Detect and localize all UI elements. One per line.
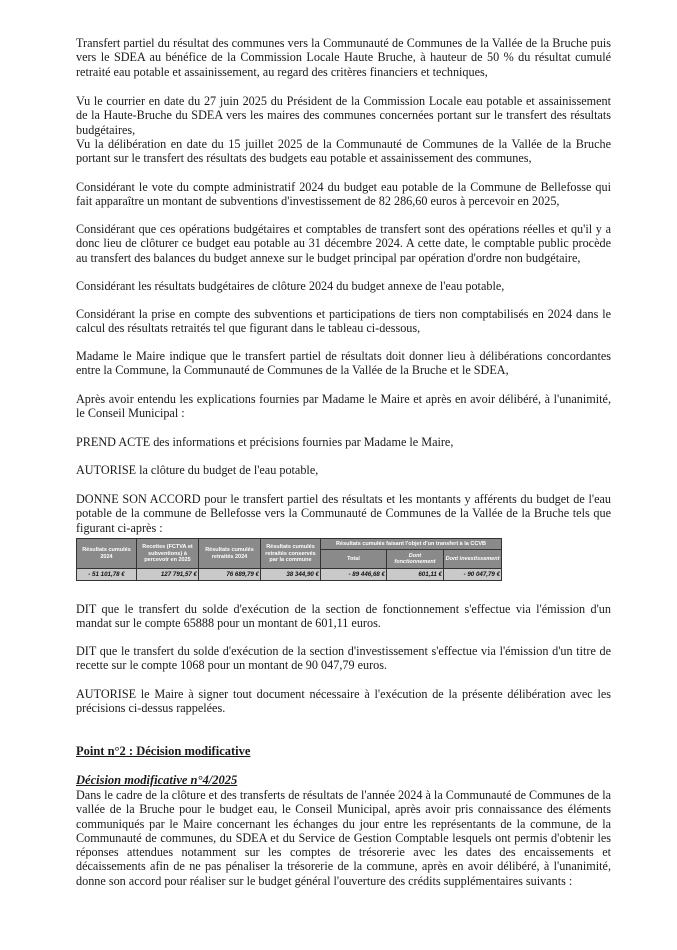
paragraph-considerant-subventions: Considérant la prise en compte des subventions et participations de tiers non comptabilisés en 2024 dans le calcul des résultats retraités tel que figurant dans le tableau ci-dessous, [76,307,611,336]
transfer-results-table [76,538,502,581]
header-resultats-cumules: Résultats cumulés 2024 [77,539,137,569]
header-resultats-retraites: Résultats cumulés retraités 2024 [199,539,261,569]
header-resultats-conserves: Résultats cumulés retraités conservés par la commune [261,539,321,569]
paragraph-donne-son-accord: DONNE SON ACCORD pour le transfert partiel des résultats et les montants y afférents du budget de l'eau potable de la commune de Bellefosse vers la Communauté de Communes de la Vallée de la Bruche tels que figurant ci-après : [76,492,611,535]
cell-total: - 89 446,68 € [321,569,387,581]
paragraph-considerant-resultats: Considérant les résultats budgétaires de clôture 2024 du budget annexe de l'eau potable, [76,279,505,293]
paragraph-dit-fonctionnement: DIT que le transfert du solde d'exécution de la section de fonctionnement s'effectue via l'émission d'un mandat sur le compte 65888 pour un montant de 601,11 euros. [76,602,611,631]
header-total: Total [321,549,387,569]
cell-resultats-cumules: - 51 101,78 € [77,569,137,581]
paragraph-considerant-operations: Considérant que ces opérations budgétaires et comptables de transfert sont des opérations réelles et qu'il y a donc lieu de clôturer ce budget eau potable au 31 décembre 2024. A cette date, le comptable public procède au transfert des balances du budget annexe sur le budget principal par opération d'ordre non budgétaire, [76,222,611,265]
header-recettes-a-percevoir: Recettes (FCTVA et subventions) à percevoir en 2025 [137,539,199,569]
paragraph-vu-deliberation: Vu la délibération en date du 15 juillet 2025 de la Communauté de Communes de la Vallée de la Bruche portant sur le transfert des résultats des budgets eau potable et assainissement des communes, [76,137,611,166]
cell-recettes-a-percevoir: 127 791,57 € [137,569,199,581]
paragraph-dit-investissement: DIT que le transfert du solde d'exécution de la section d'investissement s'effectue via l'émission d'un titre de recette sur le compte 1068 pour un montant de 90 047,79 euros. [76,644,611,673]
paragraph-prend-acte: PREND ACTE des informations et précisions fournies par Madame le Maire, [76,435,454,449]
header-dont-investissement: Dont investissement [444,549,502,569]
cell-dont-investissement: - 90 047,79 € [444,569,502,581]
point-heading: Point n°2 : Décision modificative [76,744,251,758]
paragraph-apres-avoir-entendu: Après avoir entendu les explications fournies par Madame le Maire et après en avoir délibéré, à l'unanimité, le Conseil Municipal : [76,392,611,421]
decision-subheading: Décision modificative n°4/2025 [76,773,238,787]
header-transfert-ccvb: Résultats cumulés faisant l'objet d'un transfert à la CCVB [321,539,502,550]
paragraph-madame-le-maire: Madame le Maire indique que le transfert partiel de résultats doit donner lieu à délibérations concordantes entre la Commune, la Communauté de Communes de la Vallée de la Bruche et le SDEA, [76,349,611,378]
cell-resultats-conserves: 38 344,90 € [261,569,321,581]
paragraph-considerant-vote: Considérant le vote du compte administratif 2024 du budget eau potable de la Commune de Bellefosse qui fait apparaître un montant de subventions d'investissement de 82 286,60 euros à percevoir en 2025, [76,180,611,209]
cell-dont-fonctionnement: 601,11 € [387,569,444,581]
paragraph-transfert-partiel: Transfert partiel du résultat des communes vers la Communauté de Communes de la Vallée de la Bruche puis vers le SDEA au bénéfice de la Commission Locale Haute Bruche, à hauteur de 50 % du résultat cumulé retraité eau potable et assainissement, au regard des critères financiers et techniques, [76,36,611,79]
header-dont-fonctionnement: Dont fonctionnement [387,549,444,569]
paragraph-decision-modificative: Dans le cadre de la clôture et des transferts de résultats de l'année 2024 à la Communauté de Communes de la vallée de la Bruche pour le budget eau, le Conseil Municipal, après avoir pris connaissance des éléments communiqués par le Maire concernant les échanges du jour entre les représentants de la commune, de la Communauté de communes, du SDEA et du Service de Gestion Comptable lesquels ont permis d'obtenir les réponses attendues notamment sur les comptes de trésorerie avec les dates des encaissements et décaissements afin de ne pas pénaliser la trésorerie de la commune, après en avoir délibéré, à l'unanimité, donne son accord pour réaliser sur le budget général l'ouverture des crédits supplémentaires suivants : [76,788,611,888]
cell-resultats-retraites: 76 689,79 € [199,569,261,581]
paragraph-vu-courrier: Vu le courrier en date du 27 juin 2025 du Président de la Commission Locale eau potable et assainissement de la Haute-Bruche du SDEA vers les maires des communes concernées portant sur le transfert des résultats budgétaires, [76,94,611,137]
paragraph-autorise-cloture: AUTORISE la clôture du budget de l'eau potable, [76,463,319,477]
paragraph-autorise-maire: AUTORISE le Maire à signer tout document nécessaire à l'exécution de la présente délibération avec les précisions ci-dessus rappelées. [76,687,611,716]
